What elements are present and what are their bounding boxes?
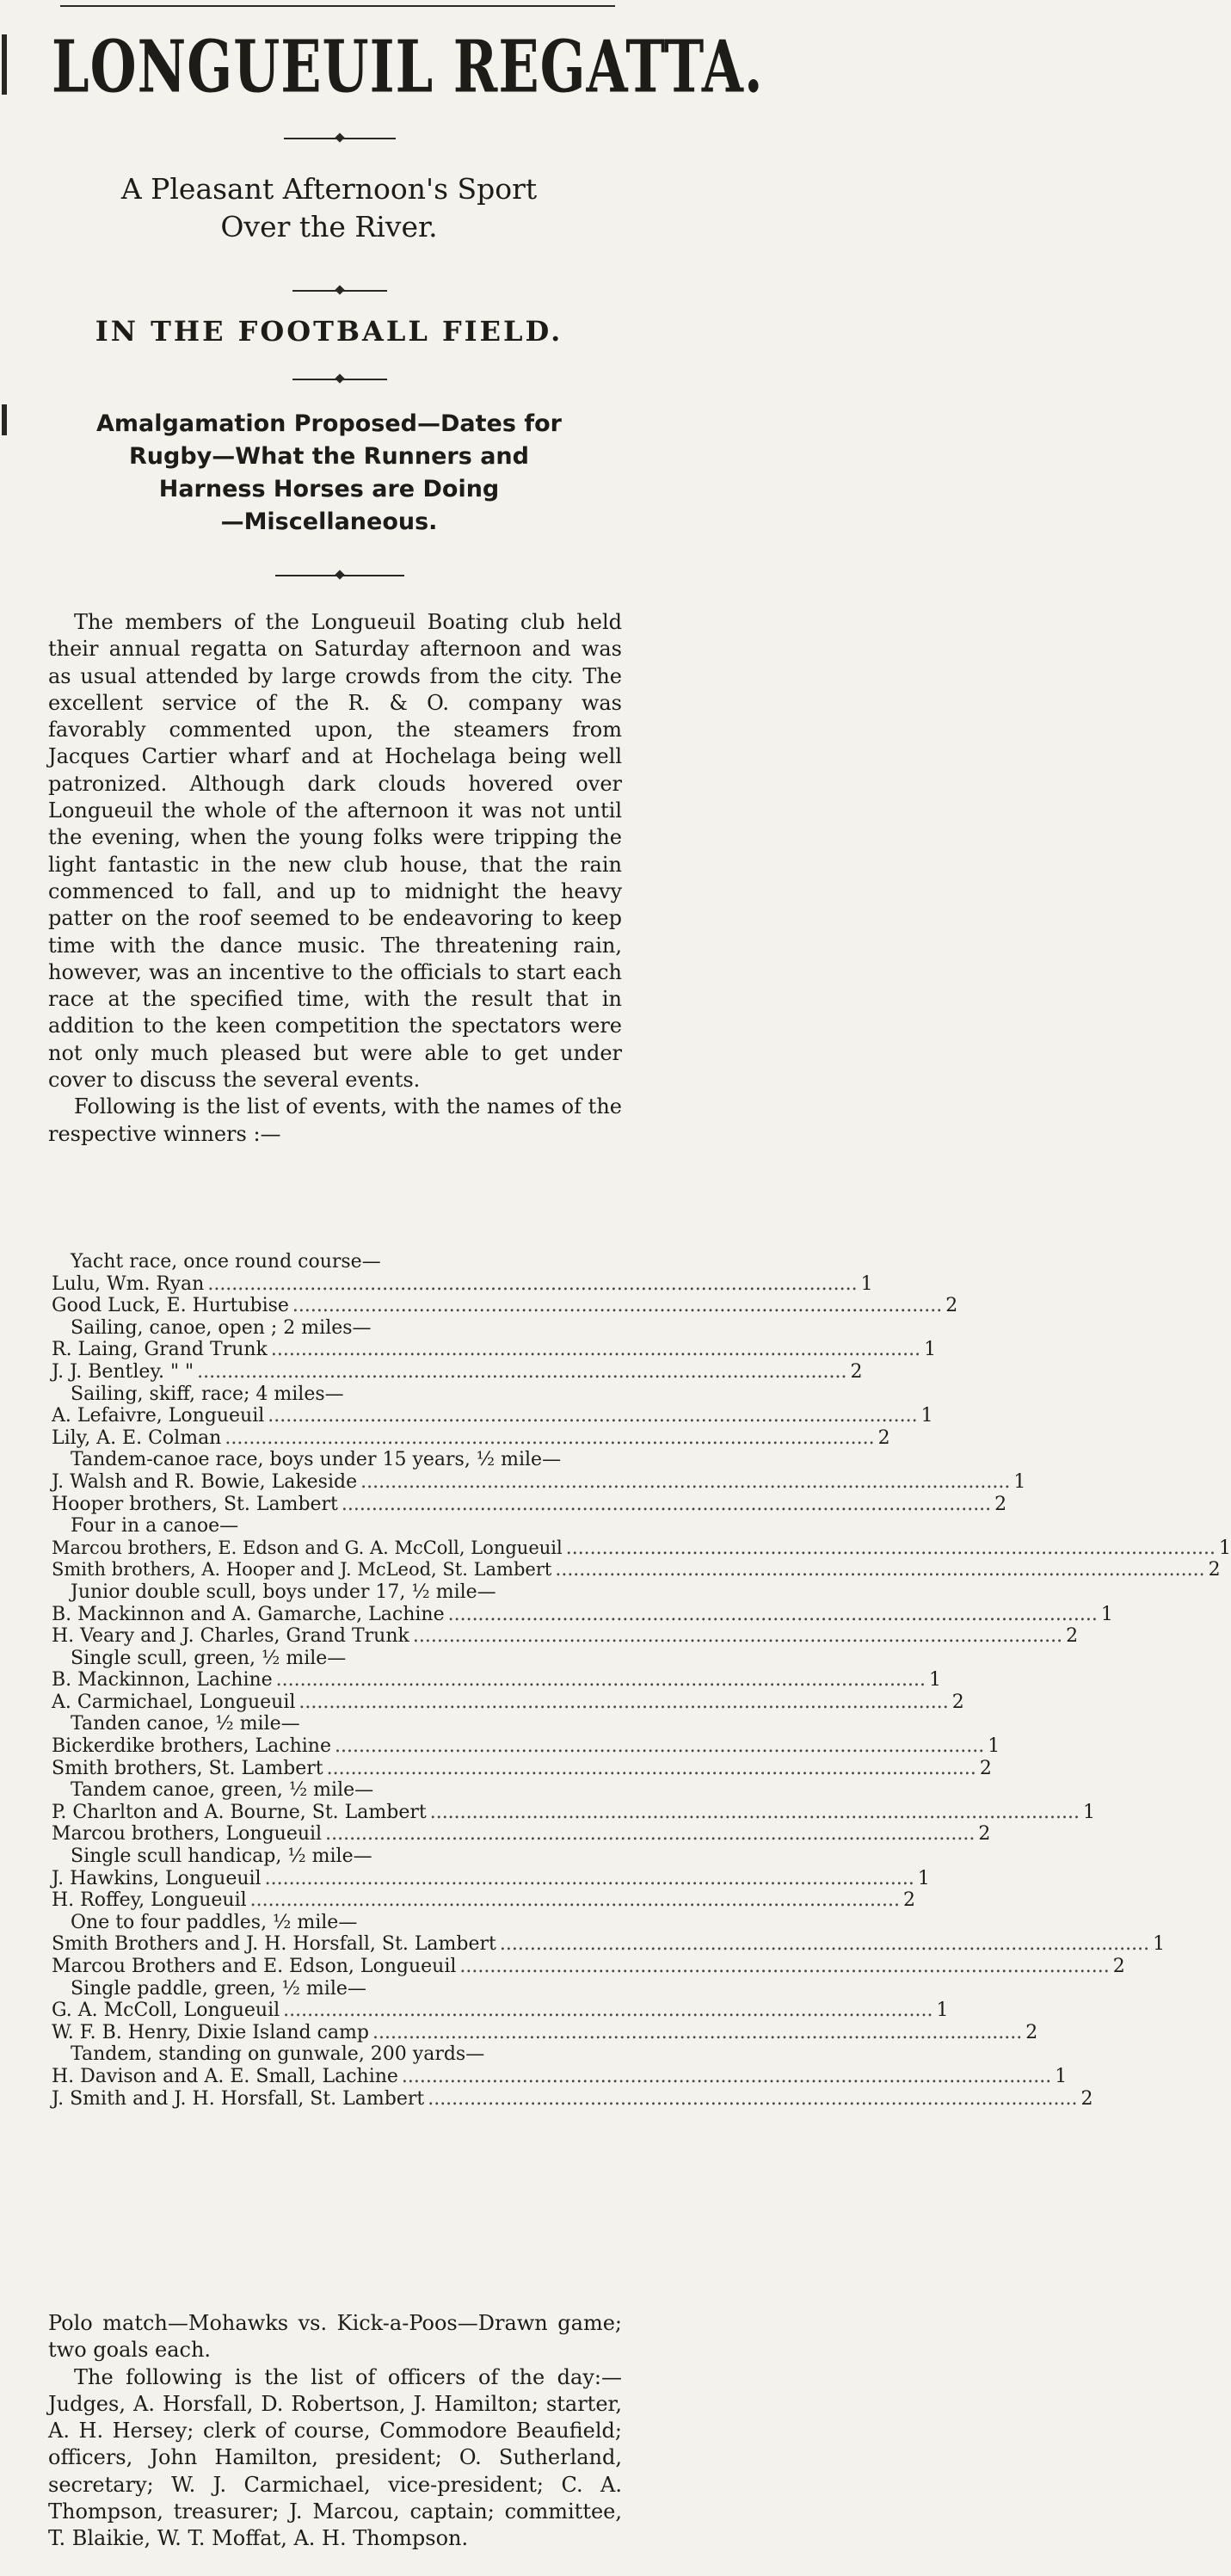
entry-place: 2	[1080, 2087, 1093, 2110]
dot-leader	[555, 1559, 1204, 1581]
result-entry	[52, 1493, 1007, 1516]
entry-place: 2	[850, 1360, 863, 1383]
entry-name: R. Laing, Grand Trunk	[52, 1339, 268, 1361]
event-title: Single scull, green, ½ mile—	[71, 1647, 347, 1669]
result-entry	[52, 1273, 873, 1296]
entry-place: 1	[1013, 1470, 1026, 1493]
entry-place: 2	[1025, 2021, 1038, 2043]
entry-place: 1	[1100, 1603, 1113, 1625]
result-entry	[52, 1757, 992, 1780]
dot-leader	[360, 1471, 1010, 1494]
entry-name: Smith brothers, St. Lambert	[52, 1757, 323, 1779]
event-title: Tandem-canoe race, boys under 15 years, ½ mile—	[71, 1449, 562, 1471]
result-entry	[52, 1360, 863, 1384]
result-entry	[52, 1691, 964, 1714]
entry-place: 2	[1208, 1559, 1221, 1581]
dot-leader	[292, 1295, 942, 1317]
entry-name: J. J. Bentley. " "	[52, 1360, 194, 1383]
dot-leader	[342, 1494, 991, 1516]
result-entry	[52, 1801, 1095, 1824]
event-title: One to four paddles, ½ mile—	[71, 1911, 358, 1933]
dot-leader	[268, 1405, 917, 1427]
entry-place: 2	[951, 1691, 964, 1713]
dot-leader	[448, 1604, 1098, 1626]
entry-place: 2	[979, 1757, 992, 1779]
entry-name: H. Davison and A. E. Small, Lachine	[52, 2065, 398, 2087]
dot-leader	[325, 1823, 975, 1846]
dot-leader	[566, 1538, 1216, 1560]
result-entry	[52, 2087, 1093, 2111]
entry-name: J. Walsh and R. Bowie, Lakeside	[52, 1470, 358, 1493]
result-entry	[52, 2065, 1068, 2088]
event-block	[52, 1846, 930, 1912]
entry-place: 1	[860, 1273, 873, 1295]
entry-place: 1	[1055, 2065, 1068, 2087]
event-block	[52, 1515, 1231, 1581]
result-entry	[52, 1295, 958, 1317]
entry-place: 2	[945, 1295, 958, 1317]
dot-leader	[372, 2022, 1022, 2044]
dot-leader	[225, 1427, 874, 1450]
entry-place: 2	[978, 1823, 991, 1846]
result-entry	[52, 1669, 941, 1692]
entry-name: B. Mackinnon, Lachine	[52, 1669, 273, 1692]
event-block	[52, 1779, 1095, 1846]
result-entry	[52, 1867, 930, 1890]
officers-paragraph: The following is the list of officers of the day:—Judges, A. Horsfall, D. Robertson, J. Hamilton; starter, A. H. Hersey; clerk of course, Commodore Beaufield; officers, John Hamilton, president; O. Sutherland, secretary; W. J. Carmichael, vice-president; C. A. Thompson, treasurer; J. Marcou, captain; committee, T. Blaikie, W. T. Moffat, A. H. Thompson.	[48, 2364, 622, 2551]
entry-place: 1	[924, 1339, 937, 1361]
entry-name: J. Smith and J. H. Horsfall, St. Lambert	[52, 2087, 425, 2110]
event-block	[52, 1647, 964, 1714]
event-title: Tanden canoe, ½ mile—	[71, 1713, 300, 1735]
dot-leader	[428, 2088, 1077, 2111]
dot-leader	[250, 1889, 900, 1912]
result-entry	[52, 1933, 1166, 1956]
subheading-line: Amalgamation Proposed—Dates for	[96, 410, 562, 437]
dot-leader	[500, 1933, 1149, 1956]
entry-name: Bickerdike brothers, Lachine	[52, 1735, 331, 1758]
entry-name: B. Mackinnon and A. Gamarche, Lachine	[52, 1603, 445, 1625]
entry-place: 1	[1082, 1801, 1095, 1823]
entry-name: Smith brothers, A. Hooper and J. McLeod, St. Lambert	[52, 1559, 552, 1581]
entry-place: 1	[936, 2000, 949, 2022]
entry-place: 2	[1066, 1625, 1079, 1648]
entry-name: Good Luck, E. Hurtubise	[52, 1295, 289, 1317]
subheadline	[34, 170, 624, 246]
section-subheading	[34, 408, 624, 539]
event-title: Sailing, skiff, race; 4 miles—	[71, 1383, 344, 1405]
intro-paragraph: The members of the Longueuil Boating club held their annual regatta on Saturday afternoon and was as usual attended by large crowds from the city. The excellent service of the R. & O. company was favorably commented upon, the steamers from Jacques Cartier wharf and at Hochelaga being well patronized. Although dark clouds hovered over Longueuil the whole of the afternoon it was not until the evening, when the young folks were tripping the light fantastic in the new club house, that the rain commenced to fall, and up to midnight the heavy patter on the roof seemed to be endeavoring to keep time with the dance music. The threatening rain, however, was an incentive to the officials to start each race at the specified time, with the result that in addition to the keen competition the spectators were not only much pleased but were able to get under cover to discuss the several events.	[48, 610, 622, 1093]
dot-leader	[197, 1361, 846, 1384]
dot-leader	[283, 2000, 932, 2022]
entry-place: 2	[877, 1427, 890, 1449]
result-entry	[52, 2000, 949, 2022]
event-title: Yacht race, once round course—	[71, 1251, 381, 1273]
event-title: Tandem, standing on gunwale, 200 yards—	[71, 2043, 485, 2066]
event-block	[52, 1581, 1113, 1648]
dot-leader	[413, 1625, 1062, 1648]
entry-place: 1	[1153, 1933, 1166, 1956]
entry-place: 1	[1218, 1537, 1231, 1559]
result-entry	[52, 1625, 1079, 1648]
subheadline-line: A Pleasant Afternoon's Sport	[120, 172, 538, 206]
result-entry	[52, 1603, 1113, 1626]
dot-leader	[430, 1802, 1080, 1824]
article-closing	[48, 2310, 622, 2553]
entry-name: A. Carmichael, Longueuil	[52, 1691, 296, 1713]
ornament-divider	[292, 290, 387, 292]
column-edge-mark	[2, 404, 7, 435]
event-title: Tandem canoe, green, ½ mile—	[71, 1779, 374, 1802]
event-title: Junior double scull, boys under 17, ½ mile—	[71, 1581, 496, 1603]
ornament-divider	[284, 138, 396, 139]
headline: LONGUEUIL REGATTA.	[52, 24, 764, 109]
entry-place: 1	[988, 1735, 1000, 1758]
entry-place: 2	[1112, 1956, 1125, 1977]
event-block	[52, 2043, 1093, 2110]
event-title: Single scull handicap, ½ mile—	[71, 1846, 372, 1868]
event-title: Single paddle, green, ½ mile—	[71, 1977, 366, 2000]
result-entry	[52, 1956, 1125, 1978]
event-title: Sailing, canoe, open ; 2 miles—	[71, 1316, 372, 1339]
entry-place: 2	[902, 1889, 915, 1912]
top-rule	[60, 0, 615, 7]
entry-name: Lily, A. E. Colman	[52, 1427, 222, 1449]
event-block	[52, 1251, 958, 1317]
subheading-line: Rugby—What the Runners and	[129, 443, 529, 470]
dot-leader	[265, 1868, 914, 1890]
dot-leader	[402, 2066, 1051, 2088]
polo-note: Polo match—Mohawks vs. Kick-a-Poos—Drawn game; two goals each.	[48, 2311, 622, 2363]
entry-place: 1	[917, 1867, 930, 1889]
entry-name: W. F. B. Henry, Dixie Island camp	[52, 2021, 370, 2043]
entry-name: P. Charlton and A. Bourne, St. Lambert	[52, 1801, 427, 1823]
event-block	[52, 1449, 1026, 1515]
event-title: Four in a canoe—	[71, 1515, 239, 1538]
event-block	[52, 1316, 937, 1384]
event-block	[52, 1911, 1166, 1978]
dot-leader	[459, 1956, 1109, 1978]
event-block	[52, 1977, 1038, 2044]
entry-name: A. Lefaivre, Longueuil	[52, 1405, 265, 1427]
result-entry	[52, 1559, 1221, 1581]
entry-name: Smith Brothers and J. H. Horsfall, St. Lambert	[52, 1933, 496, 1956]
result-entry	[52, 1427, 890, 1450]
result-entry	[52, 1823, 991, 1846]
dot-leader	[335, 1735, 984, 1758]
result-entry	[52, 1339, 937, 1361]
entry-name: H. Roffey, Longueuil	[52, 1889, 247, 1912]
entry-name: Marcou Brothers and E. Edson, Longueuil	[52, 1956, 457, 1977]
subheading-line: —Miscellaneous.	[220, 508, 438, 535]
ornament-divider	[292, 379, 387, 380]
subheadline-line: Over the River.	[220, 210, 438, 243]
result-entry	[52, 1470, 1026, 1494]
entry-name: J. Hawkins, Longueuil	[52, 1867, 262, 1889]
entry-name: Marcou brothers, E. Edson and G. A. McColl, Longueuil	[52, 1537, 563, 1558]
subheading-line: Harness Horses are Doing	[158, 476, 500, 502]
section-heading: IN THE FOOTBALL FIELD.	[95, 315, 563, 348]
dot-leader	[276, 1669, 926, 1692]
ornament-divider	[275, 575, 404, 576]
event-block	[52, 1713, 1000, 1779]
entry-place: 1	[928, 1669, 941, 1692]
entry-name: Lulu, Wm. Ryan	[52, 1273, 205, 1295]
dot-leader	[299, 1692, 948, 1714]
event-block	[52, 1383, 933, 1450]
dot-leader	[207, 1273, 857, 1296]
entry-place: 1	[920, 1405, 933, 1427]
dot-leader	[271, 1339, 920, 1361]
results-list	[52, 1251, 1231, 2110]
article-body	[48, 609, 622, 1148]
result-entry	[52, 1405, 933, 1427]
dot-leader	[327, 1758, 976, 1780]
entry-name: Hooper brothers, St. Lambert	[52, 1493, 338, 1515]
list-intro: Following is the list of events, with the names of the respective winners :—	[48, 1094, 622, 1146]
result-entry	[52, 2021, 1038, 2044]
column-edge-mark	[2, 34, 7, 95]
entry-name: Marcou brothers, Longueuil	[52, 1823, 323, 1846]
entry-name: H. Veary and J. Charles, Grand Trunk	[52, 1625, 409, 1648]
entry-name: G. A. McColl, Longueuil	[52, 2000, 280, 2022]
result-entry	[52, 1537, 1231, 1560]
result-entry	[52, 1889, 915, 1912]
entry-place: 2	[994, 1493, 1007, 1515]
result-entry	[52, 1735, 1000, 1758]
